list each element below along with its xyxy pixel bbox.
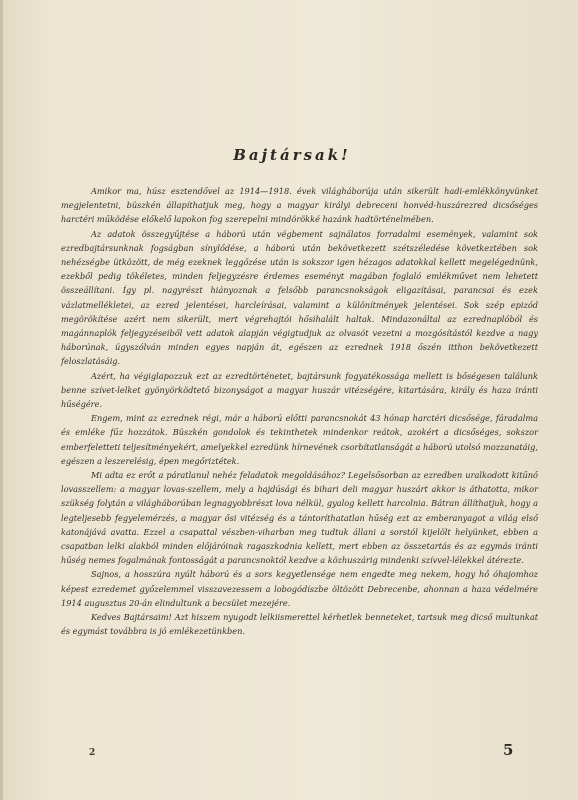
paragraph-3: Azért, ha végiglapozzuk ezt az ezredtörténetet, bajtársunk fogyatékossága mellett is bőségesen találunk benne szívet-lelket gyönyörködtető bizonyságot a magyar huszár vitézségére, kitartására, király és haza iránti hűségére. xyxy=(61,370,538,410)
paragraph-5: Mi adta ez erőt a páratlanul nehéz feladatok megoldásához? Legelsősorban az ezredben uralkodott kitűnő lovasszellem: a magyar lovas-szellem, mely a hajdúsági és bihari deli magyar huszárt akkor is áthatotta, mikor szükség folytán a világháborúban legnagyobbrészt lova nélkül, gyalog kellett harcolnia. Bátran állíthatjuk, hogy a legteljesebb fegyelemérzés, a magyar ősi vitézség és a tántoríthatatlan hűség ezt az emberanyagot a világ első katonájává avatta. Ezzel a csapattal vészben-viharban meg tudtuk állani a sorstól kijelölt helyünket, ebben a csapatban lelki alakból minden előjáróinak ragaszkodnia kellett, mert ebben az összetartás és az egymás iránti hűség nemes fogalmának fontosságát a parancsnoktól kezdve a közhuszárig mindenki szívvel-lélekkel átérezte. xyxy=(61,470,538,566)
page-number: 5 xyxy=(503,741,514,759)
paragraph-1: Amikor ma, húsz esztendővel az 1914—1918. évek világháborúja után sikerült hadi-emlékkönyvünket megjelentetni, büszkén állapíthatjuk meg, hogy a magyar királyi debreceni honvéd-huszárezred dicsőséges harctéri működése előkelő lapokon fog szerepelni mindörökké hazánk hadtörténelmében. xyxy=(61,186,538,225)
paragraph-2: Az adatok összegyűjtése a háború után végbement sajnálatos forradalmi események, valamint sok ezredbajtársunknak fogságban sínylődése, a háború után bekövetkezett szétszéledése következtében sok nehézségbe ütközött, de még ezeknek leggőzése után is sokszor igen hézagos adatokkal kellett megelégednünk, ezekből pedig tökéletes, minden feljegyzésre érdemes eseményt magában foglaló emlékművet nem lehetett összeállítani. Így pl. nagyrészt hiányoznak a felsőbb parancsnokságok eligazításai, parancsai és ezek vázlatmellékletei, az ezred jelentései, harcleírásai, valamint a különítmények jelentései. Sok szép epizód megörökítése azért nem sikerült, mert végrehajtói hősihalált haltak. Mindazonáltal az ezrednaplóból és magánnaplók feljegyzéseiből vett adatok alapján végigtudjuk az olvasót vezetni a mozgósítástól kezdve a nagy háborúnak, úgyszólván minden egyes napján át, egészen az ezrednek 1918 őszén itthon bekövetkezett feloszlatásáig. xyxy=(61,228,538,367)
paragraph-4: Engem, mint az ezrednek régi, már a háború előtti parancsnokát 43 hónap harctéri dicsősége, fáradalma és emléke fűz hozzátok. Büszkén gondolok és tekinthetek mindenkor reátok, azokért a dicsőséges, sokszor emberfeletteti teljesítményekért, amelyekkel ezredünk hírnevének csorbítatlanságát a háború utolsó mozzanatáig, egészen a leszerelésig, épen megőriztétek. xyxy=(61,413,538,466)
paragraph-6: Sajnos, a hosszúra nyúlt háború és a sors kegyetlensége nem engedte meg nekem, hogy hő óhajomhoz képest ezredemet győzelemmel visszavezessem a lobogódíszbe öltözött Debrecenbe, ahonnan a haza védelmére 1914 augusztus 20-án elindultunk a becsület mezejére. xyxy=(61,569,538,608)
body-text xyxy=(61,184,538,639)
paragraph-7: Kedves Bajtársaim! Azt hiszem nyugodt lelkiismerettel kérhetlek benneteket, tartsuk meg dicső multunkat és egymást továbbra is jó emlékezetünkben. xyxy=(61,612,538,637)
page-title: Bajtársak! xyxy=(233,146,351,164)
page-number-left: 2 xyxy=(89,748,96,758)
